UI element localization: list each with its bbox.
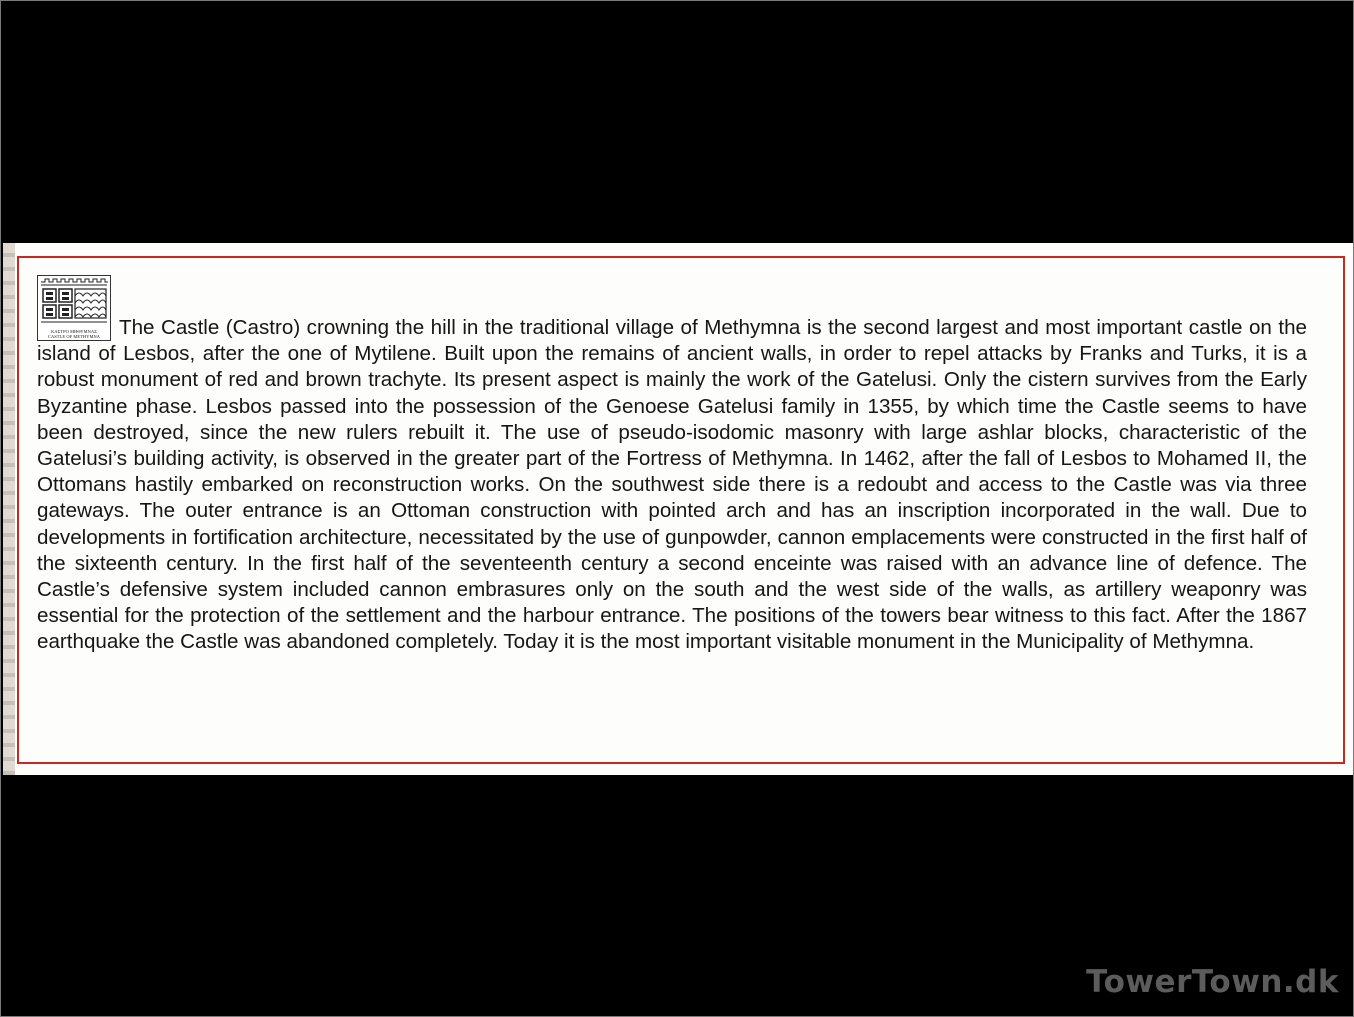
logo-caption-english: CASTLE OF METHYMNA — [47, 334, 101, 339]
plaque-body-text: The Castle (Castro) crowning the hill in the traditional village of Methymna is the second largest and most important castle on the island of Lesbos, after the one of Mytilene. Built upon the remains of ancient walls, in order to repel attacks by Franks and Turks, it is a robust monument of red and brown trachyte. Its present aspect is mainly the work of the Gatelusi. Only the cistern survives from the Early Byzantine phase. Lesbos passed into the possession of the Genoese Gatelusi family in 1355, by which time the Castle seems to have been destroyed, since the new rulers rebuilt it. The use of pseudo-isodomic masonry with large ashlar blocks, characteristic of the Gatelusi’s building activity, is observed in the greater part of the Fortress of Methymna. In 1462, after the fall of Lesbos to Mohamed II, the Ottomans hastily embarked on reconstruction works. On the southwest side there is a redoubt and access to the Castle was via three gateways. The outer entrance is an Ottoman construction with pointed arch and has an inscription incorporated in the wall. Due to developments in fortification architecture, necessitated by the use of gunpowder, cannon emplacements were constructed in the first half of the sixteenth century. In the first half of the seventeenth century a second enceinte was raised with an advance line of defence. The Castle’s defensive system included cannon embrasures only on the south and the west side of the walls, as artillery weaponry was essential for the protection of the settlement and the harbour entrance. The positions of the towers bear witness to this fact. After the 1867 earthquake the Castle was abandoned completely. Today it is the most important visitable monument in the Municipality of Methymna. — [37, 316, 1307, 654]
plaque-edge-strip — [3, 243, 15, 775]
watermark: TowerTown.dk — [1086, 964, 1339, 1000]
logo-caption-greek: ΚΑΣΤΡΟ ΜΗΘΥΜΝΑΣ — [51, 329, 97, 334]
information-plaque — [3, 243, 1353, 775]
